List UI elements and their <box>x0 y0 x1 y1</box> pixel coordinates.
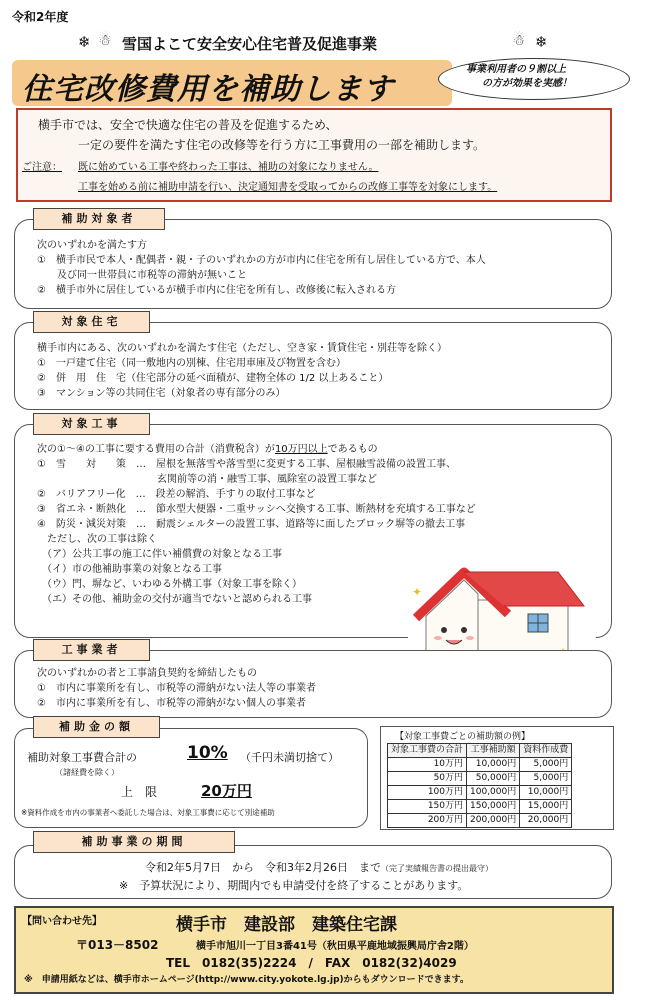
snowman-icon: ☃ <box>512 31 526 49</box>
housing-label: 対象住宅 <box>33 311 150 333</box>
callout-line-2: の方が効果を実感！ <box>482 78 572 89</box>
contact-label: 【問い合わせ先】 <box>22 916 102 927</box>
callout-line-1: 事業利用者の９割以上 <box>466 64 566 75</box>
amount-section <box>14 728 368 828</box>
contact-web-note: ※ 申請用紙などは、横手市ホームページ(http://www.city.yokote.lg.jp)からもダウンロードできます。 <box>24 975 469 985</box>
contact-phone: TEL 0182(35)2224 / FAX 0182(32)4029 <box>166 956 457 970</box>
table-cell: 5,000円 <box>520 772 572 786</box>
eligible-item: 及び同一世帯員に市税等の滞納が無いこと <box>37 270 247 281</box>
works-item: ④ 防災・減災対策 … 耐震シェルターの設置工事、道路等に面したブロック塀等の撤去工事 <box>37 519 466 530</box>
table-header-row <box>388 744 572 758</box>
column-header: 工事補助額 <box>467 744 520 758</box>
fiscal-year: 令和2年度 <box>12 10 69 24</box>
rate-value: 10% <box>187 743 228 763</box>
table-row <box>388 772 572 786</box>
works-item: ① 雪 対 策 … 屋根を無落雪や落雪型に変更する工事、屋根融雪設備の設置工事、 <box>37 459 456 470</box>
intro-line-2: 一定の要件を満たす住宅の改修等を行う方に工事費用の一部を補助します。 <box>78 138 486 152</box>
table-cell: 150万円 <box>388 800 467 814</box>
period-note: ※ 予算状況により、期間内でも申請受付を終了することがあります。 <box>119 879 469 892</box>
period-section <box>14 845 612 899</box>
notice-label: ご注意： <box>22 162 62 173</box>
eligible-item: ① 横手市民で本人・配偶者・親・子のいずれかの方が市内に住宅を所有し居住している方で、本人 <box>37 255 486 266</box>
table-cell: 10,000円 <box>520 786 572 800</box>
housing-lead: 横手市内にある、次のいずれかを満たす住宅（ただし、空き家・賃貸住宅・別荘等を除く） <box>37 343 447 354</box>
svg-text:✦: ✦ <box>412 585 423 599</box>
contractor-item: ① 市内に事業所を有し、市税等の滞納がない法人等の事業者 <box>37 683 316 694</box>
tax-note: （諸経費を除く） <box>55 768 119 777</box>
eligible-lead: 次のいずれかを満たす方 <box>37 240 147 251</box>
contractor-lead: 次のいずれかの者と工事請負契約を締結したもの <box>37 668 257 679</box>
table-cell: 5,000円 <box>520 758 572 772</box>
contact-postal: 〒013－8502 <box>76 938 159 952</box>
table-cell: 50万円 <box>388 772 467 786</box>
contact-address: 横手市旭川一丁目3番41号（秋田県平鹿地域振興局庁舎2階） <box>196 941 474 952</box>
contact-box <box>14 906 614 994</box>
works-item: （ア）公共工事の施工に伴い補償費の対象となる工事 <box>37 549 282 560</box>
example-table-panel <box>380 726 614 830</box>
housing-item: ② 併 用 住 宅（住宅部分の延べ面積が、建物全体の 1/2 以上あること） <box>37 373 389 384</box>
table-cell: 100,000円 <box>467 786 520 800</box>
works-item: （イ）市の他補助事業の対象となる工事 <box>37 564 222 575</box>
snowflake-icon: ❄ <box>535 33 548 51</box>
table-cell: 10,000円 <box>467 758 520 772</box>
works-item: ただし、次の工事は除く <box>37 534 157 545</box>
rate-note: （千円未満切捨て） <box>240 751 339 764</box>
snowflake-icon: ❄ <box>78 33 91 51</box>
housing-section <box>14 322 612 410</box>
works-lead: 次の①～④の工事に要する費用の合計（消費税含）が10万円以上であるもの <box>37 444 378 455</box>
period-label: 補助事業の期間 <box>33 831 235 853</box>
table-cell: 15,000円 <box>520 800 572 814</box>
notice-line-2: 工事を始める前に補助申請を行い、決定通知書を受取ってからの改修工事等を対象にします。 <box>78 182 498 193</box>
housing-item: ③ マンション等の共同住宅（対象者の専有部分のみ） <box>37 388 286 399</box>
limit-value: 20万円 <box>201 782 252 800</box>
contact-org: 横手市 建設部 建築住宅課 <box>176 915 397 935</box>
table-row <box>388 800 572 814</box>
table-row <box>388 814 572 828</box>
contractor-label: 工事業者 <box>33 639 150 661</box>
example-table <box>387 743 572 828</box>
program-title: 雪国よこて安全安心住宅普及促進事業 <box>122 35 378 53</box>
column-header: 資料作成費 <box>520 744 572 758</box>
table-cell: 200万円 <box>388 814 467 828</box>
housing-item: ① 一戸建て住宅（同一敷地内の別棟、住宅用車庫及び物置を含む） <box>37 358 346 369</box>
table-cell: 100万円 <box>388 786 467 800</box>
eligible-item: ② 横手市外に居住しているが横手市内に住宅を所有し、改修後に転入される方 <box>37 285 396 296</box>
amount-label: 補助金の額 <box>33 716 160 738</box>
limit-label: 上 限 <box>121 785 158 799</box>
intro-box <box>16 108 612 202</box>
table-cell: 20,000円 <box>520 814 572 828</box>
eligible-label: 補助対象者 <box>33 208 165 230</box>
amount-footnote: ※資料作成を市内の事業者へ委託した場合は、対象工事費に応じて別途補助 <box>21 808 275 817</box>
works-item: ② バリアフリー化 … 段差の解消、手すりの取付工事など <box>37 489 316 500</box>
table-cell: 150,000円 <box>467 800 520 814</box>
works-item: 玄関前等の消・融雪工事、風除室の設置工事など <box>37 474 377 485</box>
works-item: ③ 省エネ・断熱化 … 節水型大便器・二重サッシへ交換する工事、断熱材を充填する工事など <box>37 504 476 515</box>
intro-line-1: 横手市では、安全で快適な住宅の普及を促進するため、 <box>38 118 338 132</box>
table-row <box>388 758 572 772</box>
period-dates: 令和2年5月7日 から 令和3年2月26日 まで（完了実績報告書の提出最守） <box>145 861 493 874</box>
eligible-section <box>14 219 612 309</box>
main-title: 住宅改修費用を補助します <box>22 72 394 107</box>
table-cell: 50,000円 <box>467 772 520 786</box>
column-header: 対象工事費の合計 <box>388 744 467 758</box>
contractor-item: ② 市内に事業所を有し、市税等の滞納がない個人の事業者 <box>37 698 306 709</box>
works-item: （ウ）門、塀など、いわゆる外構工事（対象工事を除く） <box>37 579 302 590</box>
example-table-title: 【対象工事費ごとの補助額の例】 <box>395 732 531 742</box>
table-cell: 10万円 <box>388 758 467 772</box>
works-item: （エ）その他、補助金の交付が適当でないと認められる工事 <box>37 594 312 605</box>
snowman-icon: ☃ <box>98 31 112 49</box>
table-row <box>388 786 572 800</box>
works-label: 対象工事 <box>33 413 150 435</box>
rate-text: 補助対象工事費合計の <box>27 751 137 764</box>
notice-line-1: 既に始めている工事や終わった工事は、補助の対象になりません。 <box>78 162 379 173</box>
table-cell: 200,000円 <box>467 814 520 828</box>
